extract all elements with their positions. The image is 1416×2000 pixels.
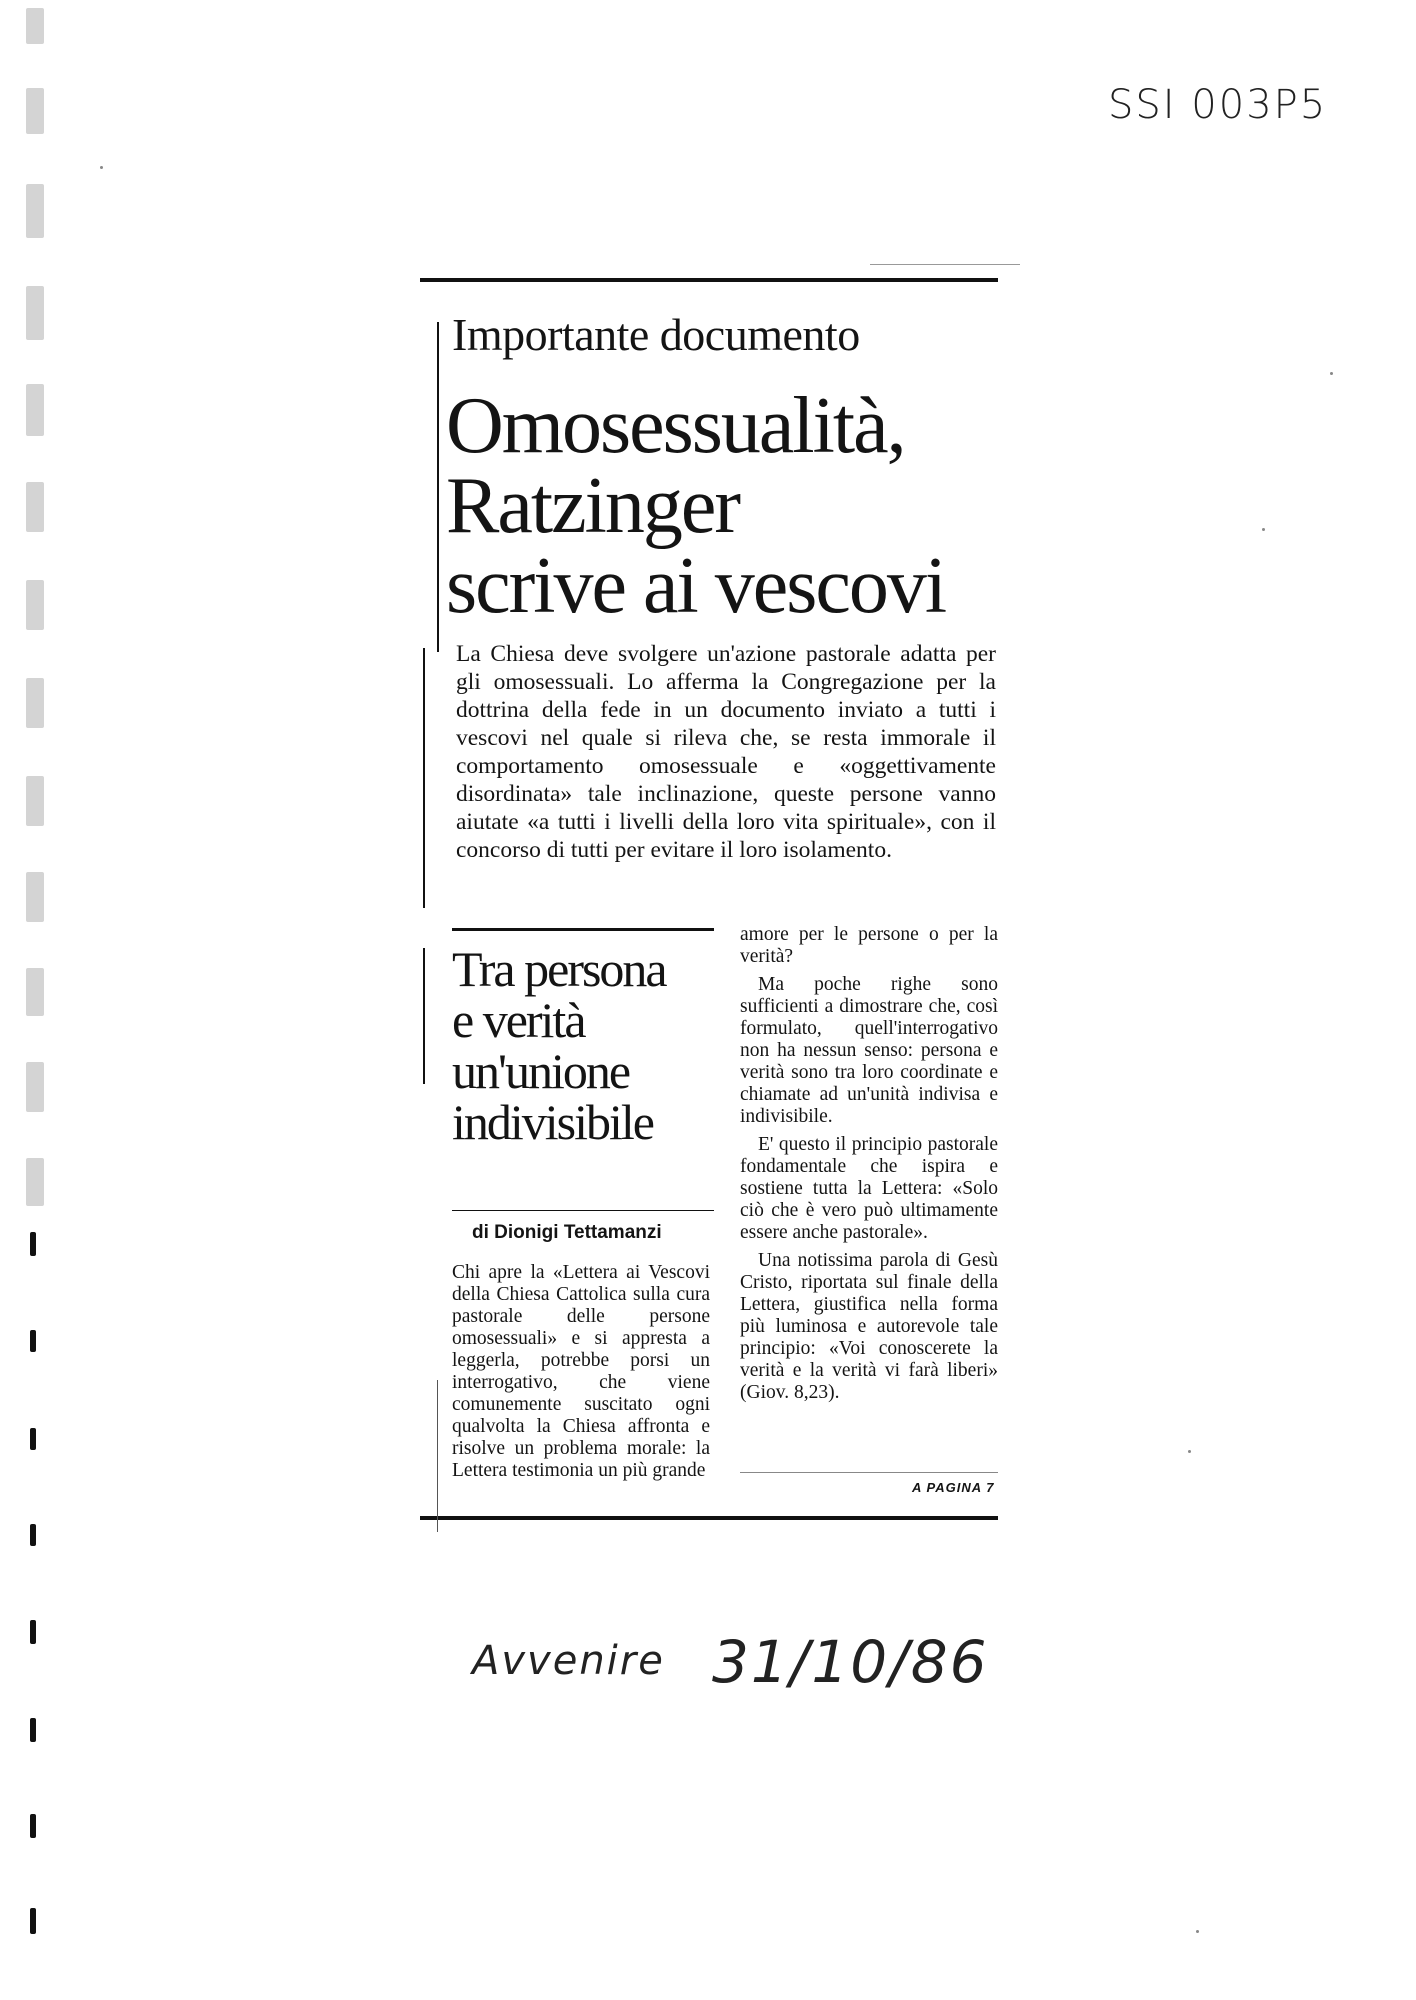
headline-line: Ratzinger: [446, 462, 739, 550]
headline: [446, 382, 946, 630]
column-paragraph: E' questo il principio pastorale fondamentale che ispira e sostiene tutta la Lettera: «Solo ciò che è vero può ultimamente essere anche pastorale».: [740, 1134, 998, 1243]
handwritten-source: Avvenire: [472, 1638, 665, 1684]
subhead: [452, 941, 666, 1150]
subhead-line: un'unione: [452, 1043, 630, 1099]
subhead-line: indivisibile: [452, 1094, 653, 1150]
section-rule: [452, 928, 714, 931]
continued-label: A PAGINA 7: [912, 1480, 995, 1495]
archive-code: SSI 003P5: [1108, 82, 1328, 128]
headline-line: Omosessualità,: [446, 382, 905, 470]
kicker: Importante documento: [452, 309, 860, 360]
column-right: [740, 924, 998, 1410]
subhead-line: Tra persona: [452, 941, 666, 997]
bottom-side-rule: [437, 1380, 438, 1532]
column-paragraph: Ma poche righe sono sufficienti a dimostrare che, così formulato, quell'interrogativo non ha nessun senso: persona e verità sono tra loro coordinate e chiamate ad un'unità indivisa e indivisibile.: [740, 974, 998, 1127]
headline-line: scrive ai vescovi: [446, 542, 946, 630]
continued-rule: [740, 1472, 998, 1473]
lead-paragraph: La Chiesa deve svolgere un'azione pastorale adatta per gli omosessuali. Lo afferma la Congregazione per la dottrina della fede in un documento inviato a tutti i vescovi nel quale si rileva che, se resta immorale il comportamento omosessuale e «oggettivamente disordinata» tale inclinazione, queste persone vanno aiutate «a tutti i livelli della loro vita spirituale», con il concorso di tutti per evitare il loro isolamento.: [456, 641, 996, 863]
column-paragraph: amore per le persone o per la verità?: [740, 924, 998, 967]
subhead-line: e verità: [452, 992, 585, 1048]
subhead-side-rule: [423, 948, 425, 1084]
column-left: Chi apre la «Lettera ai Vescovi della Chiesa Cattolica sulla cura pastorale delle persone omosessuali» e si appresta a leggerla, potrebbe porsi un interrogativo, che viene comunemente suscitato ogni qualvolta la Chiesa affronta e risolve un problema morale: la Lettera testimonia un più grande: [452, 1262, 710, 1481]
handwritten-date: 31/10/86: [712, 1628, 989, 1696]
byline-rule: [452, 1210, 714, 1211]
bottom-rule: [420, 1516, 998, 1520]
column-paragraph: Una notissima parola di Gesù Cristo, riportata sul finale della Lettera, giustifica nella forma più luminosa e autorevole tale principio: «Voi conoscerete la verità e la verità vi farà liberi» (Giov. 8,23).: [740, 1250, 998, 1403]
lead-side-rule: [423, 648, 425, 908]
byline: di Dionigi Tettamanzi: [472, 1222, 662, 1243]
top-rule: [420, 278, 998, 282]
headline-side-rule: [437, 322, 439, 652]
